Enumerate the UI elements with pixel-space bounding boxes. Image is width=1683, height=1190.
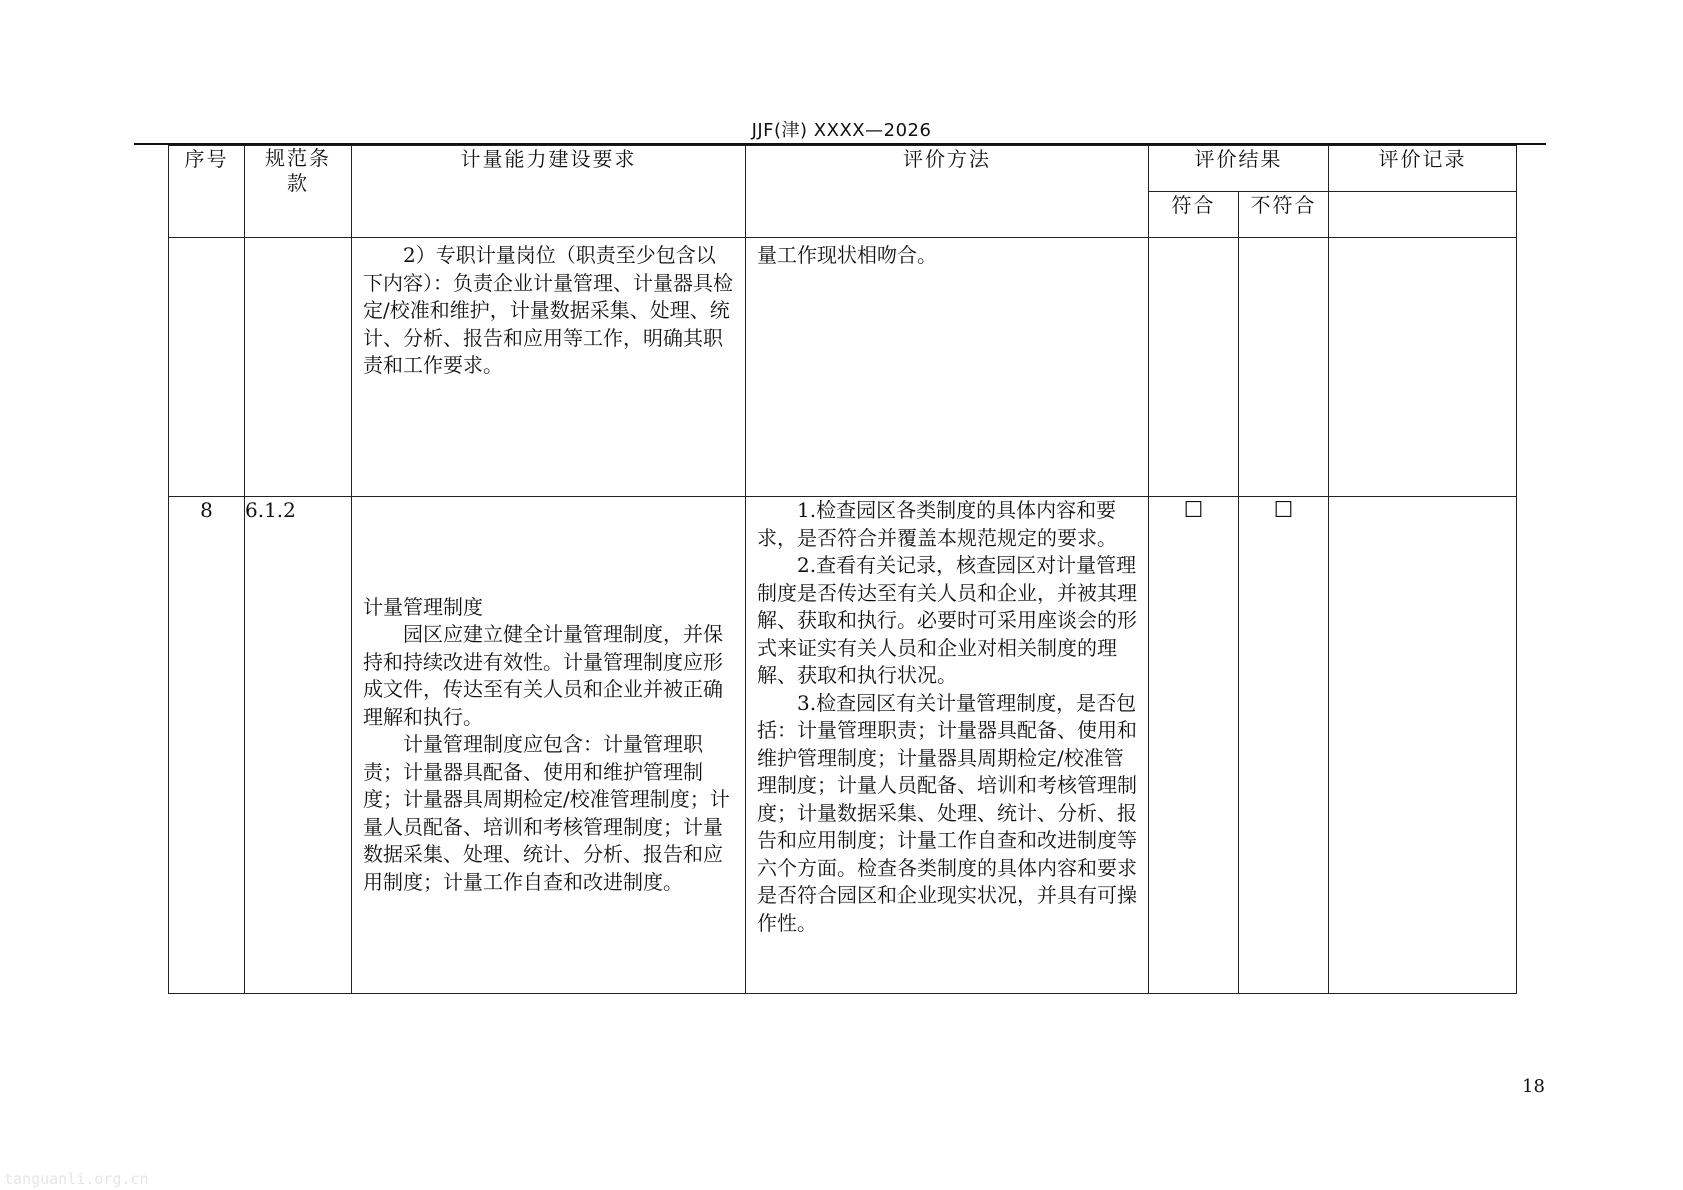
row-fail: [1239, 238, 1329, 497]
header-seq: 序号: [169, 146, 245, 238]
header-clause: [245, 146, 352, 238]
document-code-header: JJF(津) XXXX—2026: [751, 120, 932, 141]
header-requirement: 计量能力建设要求: [352, 146, 746, 238]
requirement-paragraph: 2）专职计量岗位（职责至少包含以下内容）：负责企业计量管理、计量器具检定/校准和维护，计量数据采集、处理、统计、分析、报告和应用等工作，明确其职责和工作要求。: [363, 243, 733, 377]
row-requirement: [352, 497, 746, 994]
row-fail[interactable]: [1239, 497, 1329, 994]
row-method: [746, 238, 1149, 497]
row-record: [1329, 238, 1517, 497]
row-seq: [169, 238, 245, 497]
page-number: 18: [1522, 1076, 1545, 1097]
method-paragraph: 量工作现状相吻合。: [757, 243, 937, 267]
row-pass[interactable]: [1149, 497, 1239, 994]
row-pass: [1149, 238, 1239, 497]
row-method: [746, 497, 1149, 994]
method-paragraph: 3.检查园区有关计量管理制度，是否包括：计量管理职责；计量器具配备、使用和维护管理制度；计量器具周期检定/校准管理制度；计量人员配备、培训和考核管理制度；计量数据采集、处理、统计、分析、报告和应用制度；计量工作自查和改进制度等六个方面。检查各类制度的具体内容和要求是否符合园区和企业现实状况，并具有可操作性。: [757, 690, 1137, 935]
row-requirement: [352, 238, 746, 497]
table-row: [169, 238, 1517, 497]
requirement-paragraph: 园区应建立健全计量管理制度，并保持和持续改进有效性。计量管理制度应形成文件，传达至有关人员和企业并被正确理解和执行。: [363, 622, 723, 729]
header-record-blank: [1329, 192, 1517, 238]
header-result-pass: 符合: [1149, 192, 1239, 238]
row-clause: 6.1.2: [245, 497, 352, 994]
row-record: [1329, 497, 1517, 994]
row-seq: 8: [169, 497, 245, 994]
method-paragraph: 2.查看有关记录，核查园区对计量管理制度是否传达至有关人员和企业，并被其理解、获取和执行。必要时可采用座谈会的形式来证实有关人员和企业对相关制度的理解、获取和执行状况。: [757, 553, 1137, 687]
header-record: 评价记录: [1329, 146, 1517, 192]
evaluation-table: [168, 145, 1517, 994]
row-clause: [245, 238, 352, 497]
header-result: 评价结果: [1149, 146, 1329, 192]
table-row: [169, 497, 1517, 994]
pass-checkbox[interactable]: ☐: [1183, 498, 1204, 523]
header-method: 评价方法: [746, 146, 1149, 238]
watermark-text: tanguanli.org.cn: [4, 1170, 149, 1188]
header-result-fail: 不符合: [1239, 192, 1329, 238]
method-paragraph: 1.检查园区各类制度的具体内容和要求，是否符合并覆盖本规范规定的要求。: [757, 498, 1117, 550]
fail-checkbox[interactable]: ☐: [1273, 498, 1294, 523]
header-clause-label: 规范条款: [265, 146, 331, 195]
requirement-paragraph: 计量管理制度应包含：计量管理职责；计量器具配备、使用和维护管理制度；计量器具周期检定/校准管理制度；计量人员配备、培训和考核管理制度；计量数据采集、处理、统计、分析、报告和应用制度；计量工作自查和改进制度。: [363, 732, 730, 894]
requirement-title: 计量管理制度: [363, 594, 483, 619]
